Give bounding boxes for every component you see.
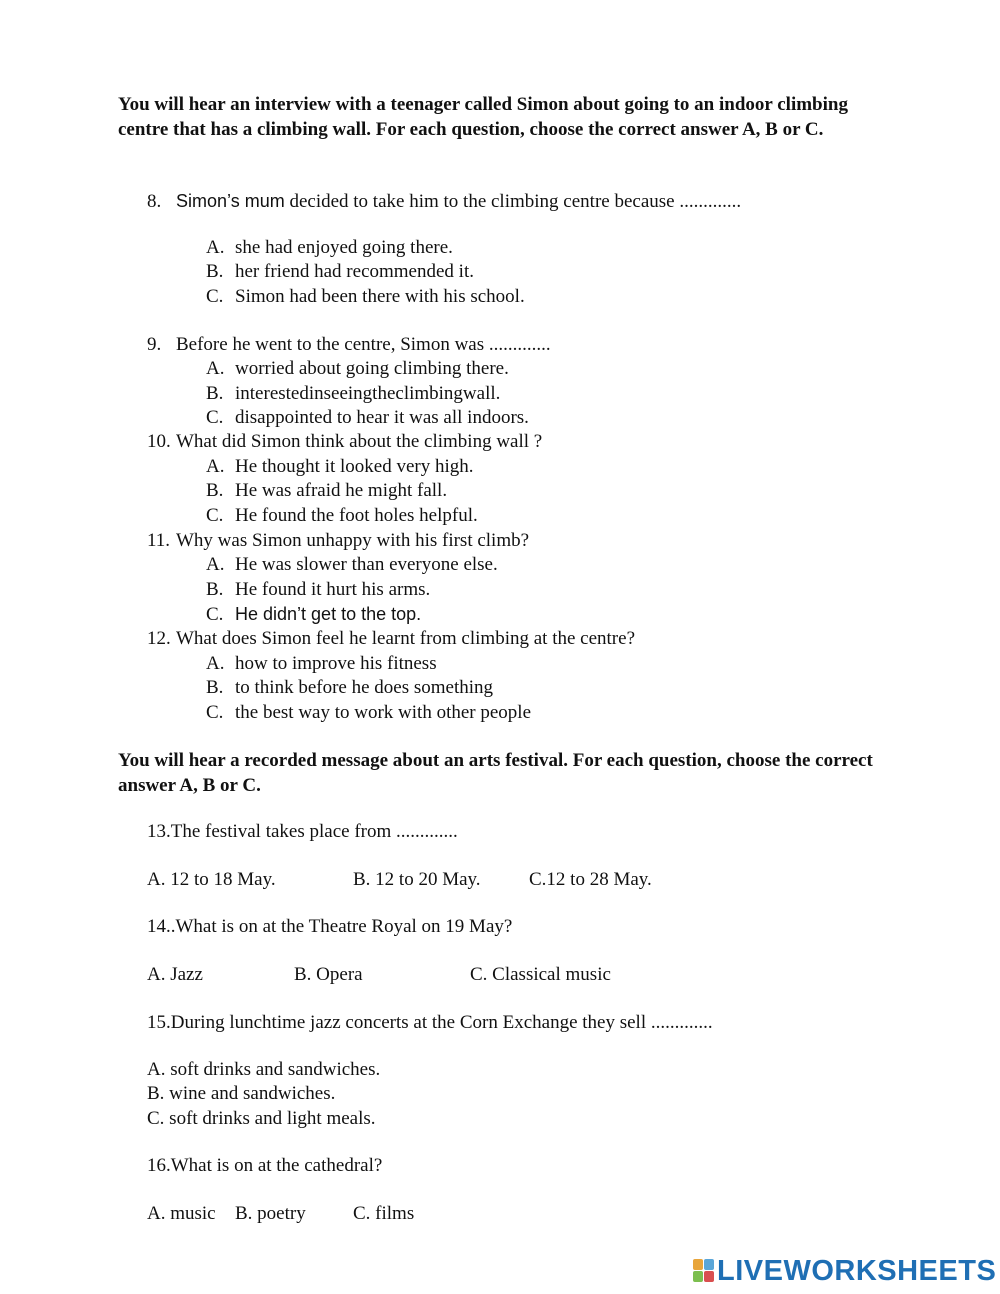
option-text: worried about going climbing there. — [235, 358, 509, 379]
question-text-sans: Simon’s mum — [176, 191, 285, 211]
option-text: to think before he does something — [235, 677, 494, 698]
question-number: 12. — [147, 628, 171, 649]
q9-option-a[interactable] — [206, 357, 509, 381]
option-letter: B. — [206, 677, 224, 698]
option-letter: C. — [206, 505, 224, 526]
q12-option-a[interactable] — [206, 652, 437, 676]
question-number: 16. — [147, 1155, 171, 1176]
q13-option-a[interactable]: A. 12 to 18 May. — [147, 869, 276, 890]
question-number: 8. — [147, 191, 162, 212]
q15-option-b[interactable]: B. wine and sandwiches. — [147, 1083, 336, 1104]
question-15 — [147, 1011, 713, 1035]
option-text: He was afraid he might fall. — [235, 480, 448, 501]
q13-option-c[interactable]: C.12 to 28 May. — [529, 869, 652, 890]
question-10 — [147, 430, 542, 454]
q10-option-b[interactable] — [206, 479, 447, 503]
question-text: During lunchtime jazz concerts at the Corn Exchange they sell ............. — [170, 1012, 713, 1033]
option-letter: B. — [206, 480, 224, 501]
option-letter: A. — [206, 456, 225, 477]
q12-option-c[interactable] — [206, 701, 531, 725]
question-text: .What is on at the Theatre Royal on 19 May? — [170, 916, 513, 937]
option-text: He didn’t get to the top. — [235, 604, 422, 624]
option-letter: A. — [206, 237, 225, 258]
option-letter: C. — [206, 286, 224, 307]
q16-option-b[interactable]: B. poetry — [235, 1203, 306, 1224]
option-letter: A. — [206, 653, 225, 674]
option-text: He thought it looked very high. — [235, 456, 474, 477]
option-text: Simon had been there with his school. — [235, 286, 525, 307]
q8-option-a[interactable] — [206, 236, 453, 260]
q13-option-b[interactable]: B. 12 to 20 May. — [353, 869, 481, 890]
question-number: 9. — [147, 334, 162, 355]
question-text: What is on at the cathedral? — [170, 1155, 383, 1176]
option-text: she had enjoyed going there. — [235, 237, 453, 258]
q11-option-a[interactable] — [206, 553, 498, 577]
option-text: interestedinseeingtheclimbingwall. — [235, 383, 501, 404]
section1-instruction: You will hear an interview with a teenager called Simon about going to an indoor climbing centre that has a climbing wall. For each question, choose the correct answer A, B or C. — [118, 94, 848, 140]
q8-option-b[interactable] — [206, 260, 474, 284]
question-9 — [147, 333, 551, 357]
question-text: What did Simon think about the climbing wall ? — [176, 431, 543, 452]
question-13 — [147, 820, 458, 844]
option-text: He found the foot holes helpful. — [235, 505, 478, 526]
q9-option-b[interactable] — [206, 382, 500, 406]
question-number: 11. — [147, 530, 171, 551]
question-8 — [147, 189, 741, 214]
q11-option-c[interactable] — [206, 602, 421, 627]
q16-option-c[interactable]: C. films — [353, 1203, 415, 1224]
question-14 — [147, 915, 512, 939]
question-number: 10. — [147, 431, 171, 452]
option-letter: C. — [206, 407, 224, 428]
option-letter: A. — [206, 554, 225, 575]
q15-option-a[interactable]: A. soft drinks and sandwiches. — [147, 1059, 381, 1080]
question-text: The festival takes place from ............. — [170, 821, 458, 842]
q16-option-a[interactable]: A. music — [147, 1203, 216, 1224]
option-text: He found it hurt his arms. — [235, 579, 431, 600]
option-letter: C. — [206, 702, 224, 723]
option-letter: A. — [206, 358, 225, 379]
question-number: 13. — [147, 821, 171, 842]
q14-option-b[interactable]: B. Opera — [294, 964, 363, 985]
question-text: Why was Simon unhappy with his first climb? — [176, 530, 530, 551]
option-text: the best way to work with other people — [235, 702, 532, 723]
option-text: how to improve his fitness — [235, 653, 437, 674]
option-letter: B. — [206, 579, 224, 600]
question-number: 15. — [147, 1012, 171, 1033]
question-text: What does Simon feel he learnt from climbing at the centre? — [176, 628, 635, 649]
option-text: disappointed to hear it was all indoors. — [235, 407, 529, 428]
option-letter: C. — [206, 604, 224, 625]
q9-option-c[interactable] — [206, 406, 529, 430]
q14-option-a[interactable]: A. Jazz — [147, 964, 203, 985]
option-letter: B. — [206, 261, 224, 282]
section2-instruction: You will hear a recorded message about an arts festival. For each question, choose the correct answer A, B or C. — [118, 750, 873, 796]
q11-option-b[interactable] — [206, 578, 430, 602]
question-number: 14. — [147, 916, 171, 937]
question-text: decided to take him to the climbing centre because ............. — [284, 191, 742, 212]
option-text: He was slower than everyone else. — [235, 554, 498, 575]
q10-option-a[interactable] — [206, 455, 474, 479]
option-text: her friend had recommended it. — [235, 261, 474, 282]
question-16 — [147, 1154, 382, 1178]
q8-option-c[interactable] — [206, 285, 525, 309]
question-text: Before he went to the centre, Simon was ............. — [176, 334, 551, 355]
q12-option-b[interactable] — [206, 676, 493, 700]
logo-text: LIVEWORKSHEETS — [717, 1255, 997, 1287]
liveworksheets-logo-icon — [693, 1259, 715, 1283]
option-letter: B. — [206, 383, 224, 404]
question-12 — [147, 627, 635, 651]
q15-option-c[interactable]: C. soft drinks and light meals. — [147, 1108, 376, 1129]
q14-option-c[interactable]: C. Classical music — [470, 964, 611, 985]
question-11 — [147, 529, 529, 553]
q10-option-c[interactable] — [206, 504, 478, 528]
